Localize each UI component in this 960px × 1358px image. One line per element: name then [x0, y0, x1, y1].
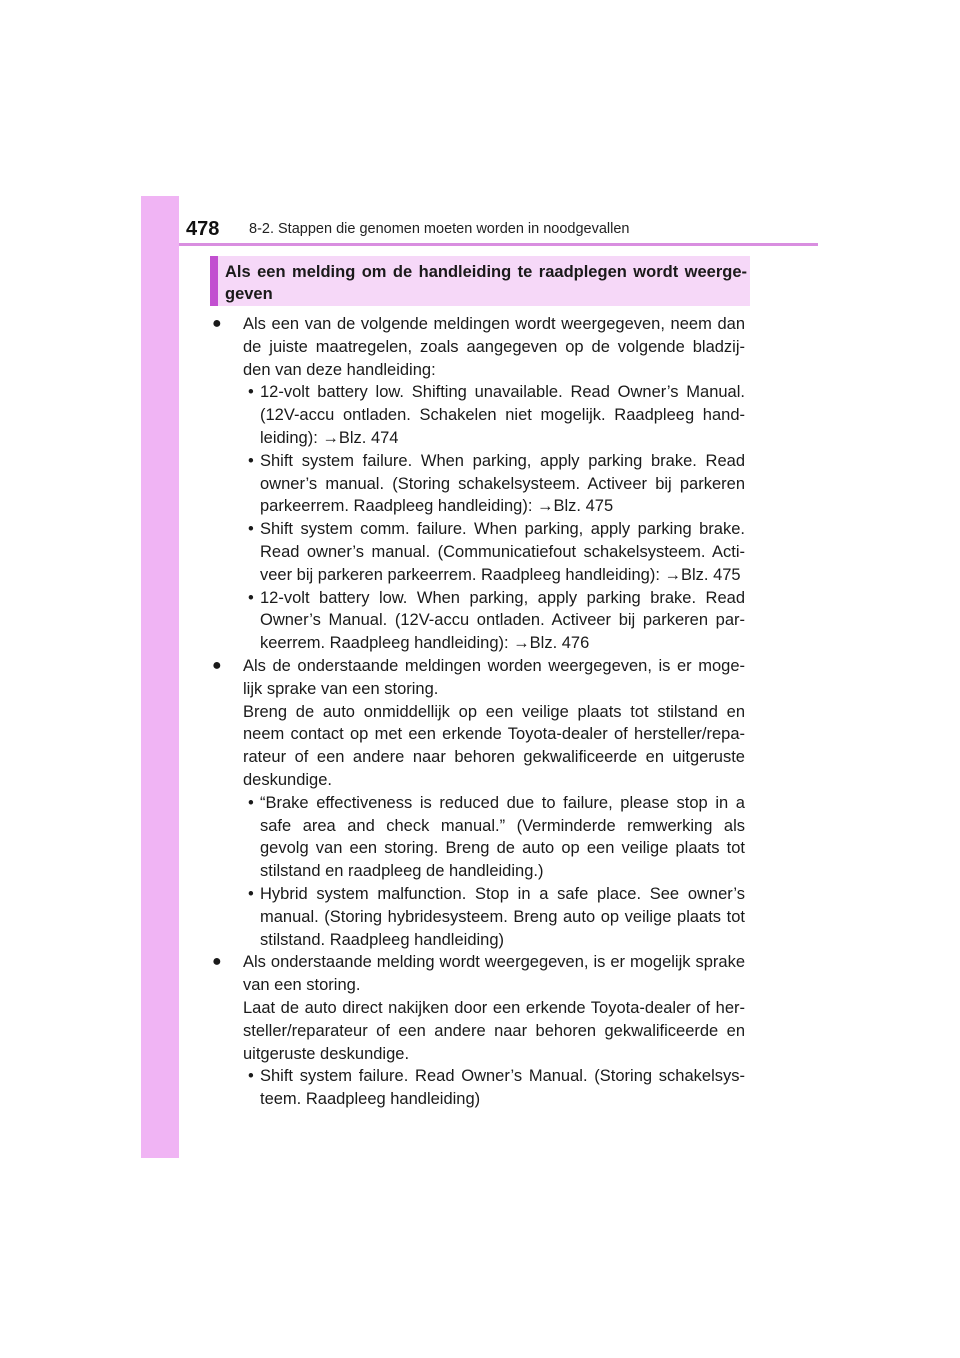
sub-bullet-icon: • — [248, 1067, 254, 1086]
content-body — [212, 313, 745, 1111]
sub-item-text: Hybrid system malfunction. Stop in a safe place. See owner’s manual. (Storing hybridesysteem. Breng auto op veilige plaats tot stilstand. Raadpleeg handleiding) — [260, 884, 745, 949]
sub-item — [243, 1065, 745, 1111]
sub-item-text: Shift system failure. When parking, apply parking brake. Read owner’s manual. (Storing schakelsysteem. Activeer bij parkeren parkeerrem. Raadpleeg handleiding): →Blz. 475 — [260, 451, 745, 516]
item-text: Als onderstaande melding wordt weergegeven, is er mogelijk sprake van een storing. — [243, 953, 745, 995]
sub-item — [243, 518, 745, 586]
item-text: Als de onderstaande meldingen worden weergegeven, is er moge-lijk sprake van een storing. — [243, 656, 745, 698]
chapter-tab-band — [141, 196, 179, 1158]
title-accent-bar — [210, 256, 218, 306]
sub-item — [243, 450, 745, 518]
bullet-item-3 — [212, 951, 745, 1111]
bullet-item-1 — [212, 313, 745, 655]
sub-bullet-icon: • — [248, 520, 254, 539]
sub-bullet-icon: • — [248, 451, 254, 470]
sub-bullet-icon: • — [248, 793, 254, 812]
sub-item-text: 12-volt battery low. When parking, apply parking brake. Read Owner’s Manual. (12V-accu ontladen. Activeer bij parkeren par-keerrem. Raadpleeg handleiding): →Blz. 476 — [260, 588, 745, 653]
sub-item-text: “Brake effectiveness is reduced due to failure, please stop in a safe area and check manual.” (Verminderde remwerking als gevolg van een storing. Breng de auto op een veilige plaats tot stilstand en raadpleeg de handleiding.) — [260, 793, 745, 881]
section-title-box — [210, 256, 750, 306]
running-header: 8-2. Stappen die genomen moeten worden in noodgevallen — [249, 221, 630, 237]
page-number: 478 — [186, 218, 220, 240]
item-text-continued: Breng de auto onmiddellijk op een veilige plaats tot stilstand en neem contact op met een erkende Toyota-dealer of hersteller/repa-rateur of een andere naar behoren gekwalificeerde en uitgeruste deskundige. — [243, 702, 745, 789]
bullet-icon: ● — [212, 315, 222, 332]
bullet-icon: ● — [212, 953, 222, 971]
sub-bullet-icon: • — [248, 383, 254, 402]
item-text: Als een van de volgende meldingen wordt weergegeven, neem dan de juiste maatregelen, zoals aangegeven op de volgende bladzij-den van deze handleiding: — [243, 315, 745, 379]
bullet-icon: ● — [212, 656, 222, 674]
header-rule — [179, 243, 818, 246]
sub-item-text: 12-volt battery low. Shifting unavailable. Read Owner’s Manual. (12V-accu ontladen. Schakelen niet mogelijk. Raadpleeg hand-leiding): →Blz. 474 — [260, 383, 745, 447]
section-title: Als een melding om de handleiding te raadplegen wordt weerge-geven — [225, 263, 747, 303]
sub-bullet-icon: • — [248, 884, 254, 903]
sub-bullet-icon: • — [248, 588, 254, 607]
sub-item — [243, 883, 745, 951]
sub-item-text: Shift system comm. failure. When parking, apply parking brake. Read owner’s manual. (Communicatiefout schakelsysteem. Acti-veer bij parkeren parkeerrem. Raadpleeg handleiding): →Blz. 475 — [260, 520, 745, 584]
sub-item — [243, 587, 745, 655]
item-text-continued: Laat de auto direct nakijken door een erkende Toyota-dealer of her-steller/reparateur of een andere naar behoren gekwalificeerde en uitgeruste deskundige. — [243, 998, 745, 1063]
sub-item — [243, 381, 745, 449]
sub-item — [243, 792, 745, 883]
bullet-item-2 — [212, 655, 745, 951]
sub-item-text: Shift system failure. Read Owner’s Manual. (Storing schakelsys-teem. Raadpleeg handleiding) — [260, 1067, 745, 1109]
